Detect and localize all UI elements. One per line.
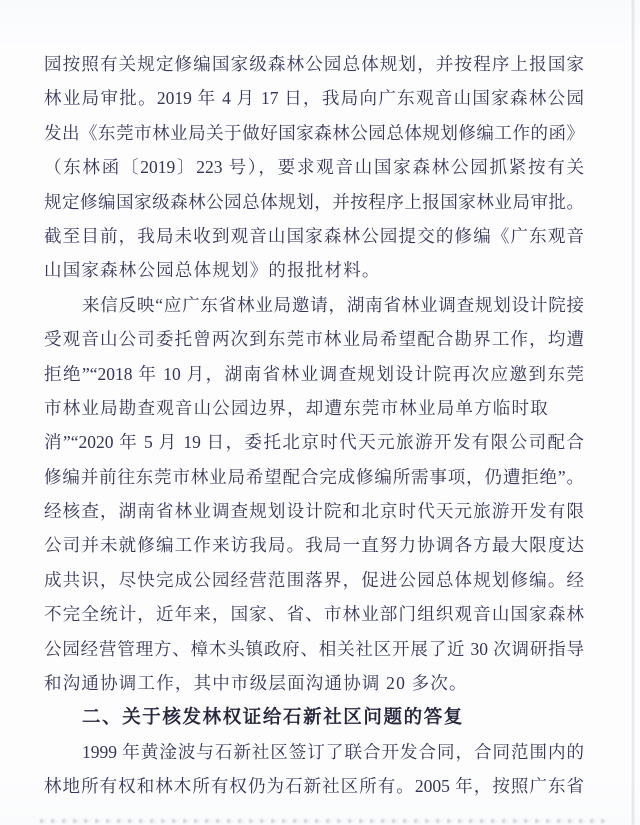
text-line: 园按照有关规定修编国家级森林公园总体规划，并按程序上报国家 xyxy=(44,54,584,74)
text-line: 公园经营管理方、樟木头镇政府、相关社区开展了近 30 次调研指导 xyxy=(44,638,584,659)
text-line: 修编并前往东莞市林业局希望配合完成修编所需事项，仍遭拒绝”。 xyxy=(44,466,584,487)
page-edge-shadow xyxy=(632,0,634,825)
text-line: 公司并未就修编工作来访我局。我局一直努力协调各方最大限度达 xyxy=(44,535,584,556)
text-line: 拒绝”“2018 年 10 月，湖南省林业调查规划设计院再次应邀到东莞 xyxy=(44,363,584,384)
text-line: 1999 年黄淦波与石新社区签订了联合开发合同，合同范围内的 xyxy=(82,741,584,762)
text-line: 和沟通协调工作，其中市级层面沟通协调 20 多次。 xyxy=(44,673,468,694)
scan-artifact-strip xyxy=(40,819,606,823)
text-line: 林业局审批。2019 年 4 月 17 日，我局向广东观音山国家森林公园 xyxy=(44,88,584,109)
text-line: 来信反映“应广东省林业局邀请，湖南省林业调查规划设计院接 xyxy=(82,294,584,315)
text-line: 规定修编国家级森林公园总体规划，并按程序上报国家林业局审批。 xyxy=(44,191,584,212)
text-line: 成共识，尽快完成公园经营范围落界，促进公园总体规划修编。经 xyxy=(44,569,584,590)
text-line: 不完全统计，近年来，国家、省、市林业部门组织观音山国家森林 xyxy=(44,604,584,625)
text-line: 林地所有权和林木所有权仍为石新社区所有。2005 年，按照广东省 xyxy=(44,776,584,797)
text-line: 消”“2020 年 5 月 19 日，委托北京时代天元旅游开发有限公司配合 xyxy=(44,432,584,453)
text-line: 截至目前，我局未收到观音山国家森林公园提交的修编《广东观音 xyxy=(44,225,584,246)
text-line: 发出《东莞市林业局关于做好国家森林公园总体规划修编工作的函》 xyxy=(44,122,584,143)
text-line: 受观音山公司委托曾两次到东莞市林业局希望配合勘界工作，均遭 xyxy=(44,329,584,350)
text-line: 经核查，湖南省林业调查规划设计院和北京时代天元旅游开发有限 xyxy=(44,501,584,522)
document-text-block xyxy=(44,47,584,804)
section-heading: 二、关于核发林权证给石新社区问题的答复 xyxy=(82,706,464,728)
text-line: 山国家森林公园总体规划》的报批材料。 xyxy=(44,260,381,281)
text-line: 市林业局勘查观音山公园边界，却遭东莞市林业局单方临时取 xyxy=(44,397,549,418)
text-line: （东林函〔2019〕223 号），要求观音山国家森林公园抓紧按有关 xyxy=(44,157,584,178)
